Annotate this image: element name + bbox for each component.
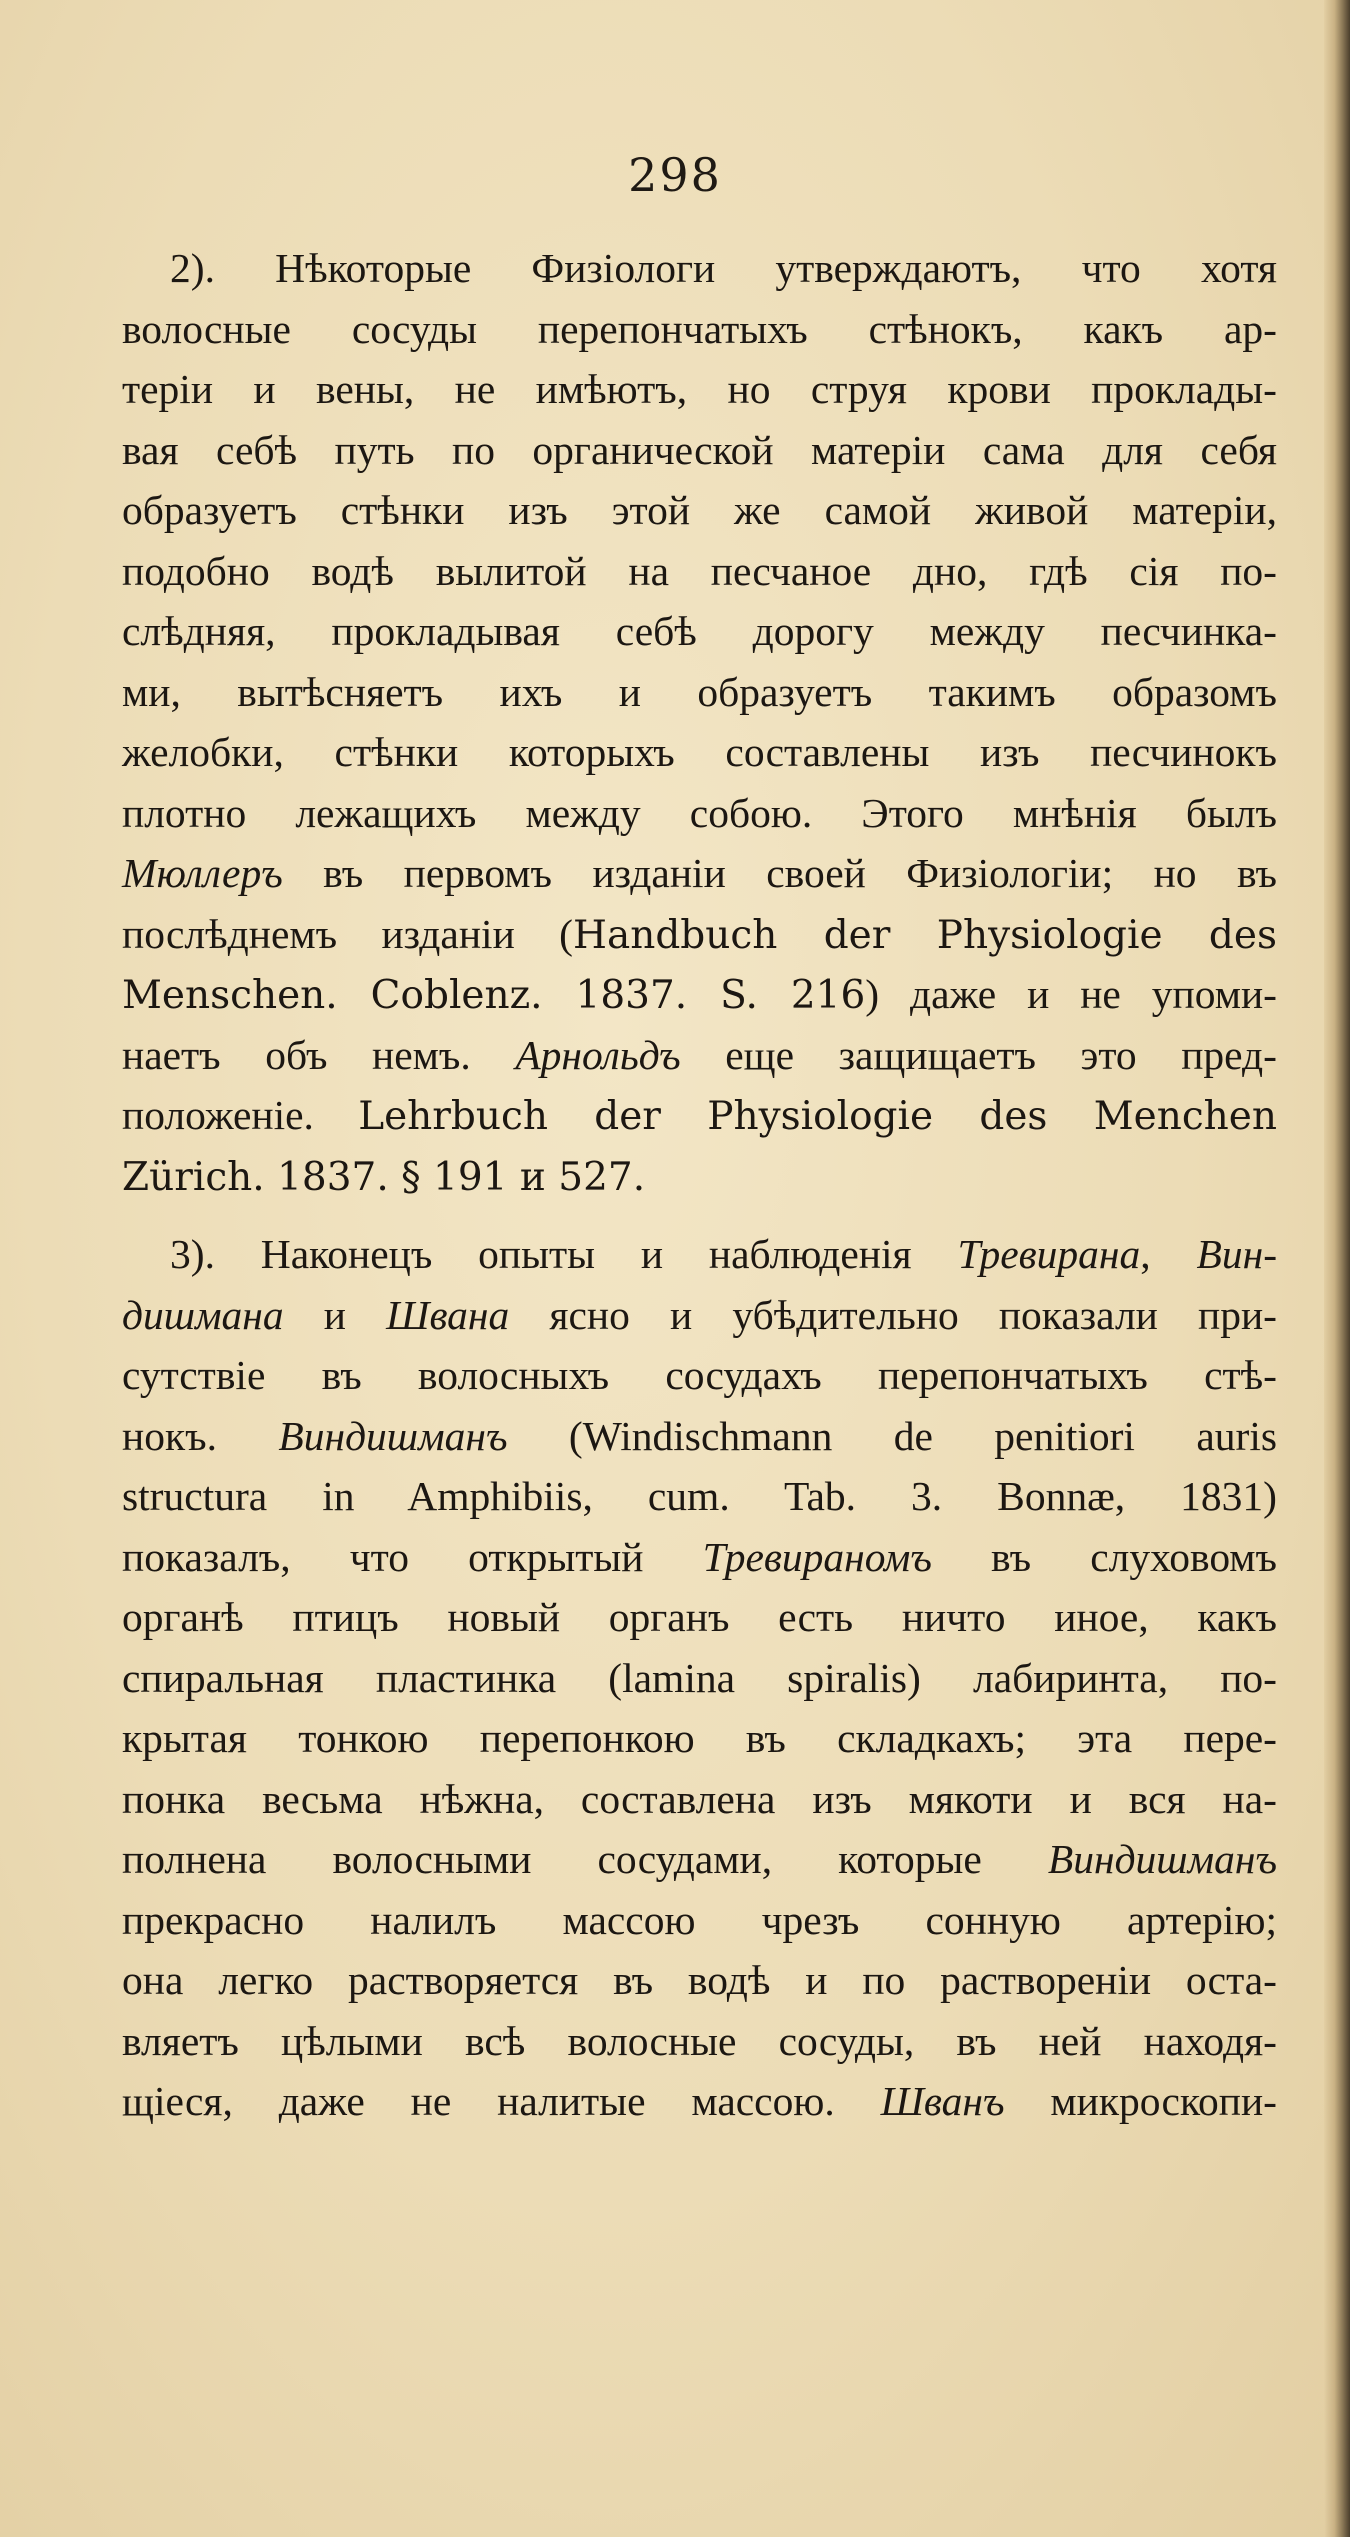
page-number: 298 — [628, 148, 722, 202]
text-line — [122, 1025, 1277, 1086]
text-segment: , — [1140, 1231, 1197, 1277]
paragraph-gap — [122, 1206, 1277, 1224]
text-line — [122, 1285, 1277, 1346]
text-line — [122, 238, 1277, 299]
text-segment: въ слуховомъ — [931, 1533, 1277, 1580]
italic-name: Арнольдъ — [515, 1031, 681, 1078]
text-segment: волосные сосуды перепончатыхъ стѣнокъ, какъ ар- — [122, 305, 1277, 352]
text-segment: ) даже и не упоми- — [865, 971, 1277, 1017]
text-segment: ми, вытѣсняетъ ихъ и образуетъ такимъ образомъ — [122, 668, 1277, 715]
text-line — [122, 904, 1277, 965]
page-edge-shadow — [1324, 0, 1350, 2537]
text-segment: спиральная пластинка (lamina spiralis) лабиринта, по- — [122, 1654, 1277, 1701]
text-segment: ясно и убѣдительно показали при- — [509, 1291, 1277, 1338]
latin-citation: Handbuch der Physiologie des — [572, 912, 1277, 958]
text-line — [122, 420, 1277, 481]
paragraph — [122, 238, 1277, 1206]
text-segment: микроскопи- — [1004, 2078, 1277, 2124]
text-segment: плотно лежащихъ между собою. Этого мнѣнiя былъ — [122, 789, 1277, 836]
latin-citation: Lehrbuch der Physiologie des Menchen — [358, 1094, 1277, 1139]
text-line — [122, 1085, 1277, 1146]
text-segment: прекрасно налилъ массою чрезъ сонную артерiю; — [122, 1896, 1277, 1943]
text-line — [122, 1890, 1277, 1951]
text-line — [122, 1587, 1277, 1648]
italic-name: Тревираномъ — [702, 1533, 932, 1580]
text-segment: 3). Наконецъ опыты и наблюденiя — [170, 1231, 958, 1277]
italic-name: Виндишманъ — [278, 1412, 508, 1459]
italic-name: Виндишманъ — [1047, 1836, 1277, 1882]
text-segment: послѣднемъ изданiи ( — [122, 910, 573, 957]
text-line — [122, 1224, 1277, 1285]
text-segment: полнена волосными сосудами, которые — [122, 1836, 1048, 1882]
text-line — [122, 964, 1277, 1025]
text-line — [122, 722, 1277, 783]
text-line — [122, 1769, 1277, 1830]
latin-citation: Zürich. 1837. § 191 и 527. — [122, 1154, 646, 1200]
text-segment: наетъ объ немъ. — [122, 1031, 516, 1078]
text-segment: вая себѣ путь по органической матерiи сама для себя — [122, 426, 1277, 473]
text-line — [122, 2071, 1277, 2132]
italic-name: дишмана — [122, 1291, 284, 1338]
italic-name: Швана — [386, 1291, 510, 1338]
text-line — [122, 783, 1277, 844]
italic-name: Тревирана — [957, 1231, 1141, 1277]
text-segment: щiеся, даже не налитые массою. — [122, 2078, 881, 2124]
text-line — [122, 359, 1277, 420]
text-line — [122, 541, 1277, 602]
text-segment: слѣдняя, прокладывая себѣ дорогу между песчинка- — [122, 608, 1277, 654]
text-segment: вляетъ цѣлыми всѣ волосные сосуды, въ ней находя- — [122, 2017, 1277, 2064]
text-segment: показалъ, что открытый — [122, 1533, 703, 1580]
text-line — [122, 662, 1277, 723]
text-segment: (Windischmann de penitiori auris — [507, 1412, 1277, 1459]
text-line — [122, 1829, 1277, 1890]
text-segment: structura in Amphibiis, cum. Tab. 3. Bonnæ, 1831) — [122, 1473, 1277, 1519]
text-line — [122, 1708, 1277, 1769]
italic-name: Вин- — [1196, 1231, 1278, 1277]
text-line — [122, 1466, 1277, 1527]
text-segment: въ первомъ изданiи своей Физiологiи; но въ — [282, 850, 1277, 896]
text-segment: еще защищаетъ это пред- — [680, 1031, 1277, 1078]
text-line — [122, 1648, 1277, 1709]
latin-citation: Menschen. Coblenz. 1837. S. 216 — [122, 973, 866, 1018]
text-line — [122, 1406, 1277, 1467]
italic-name: Мюллеръ — [122, 850, 283, 896]
text-segment: органѣ птицъ новый органъ есть ничто иное, какъ — [122, 1594, 1277, 1640]
text-line — [122, 480, 1277, 541]
paragraph — [122, 1224, 1277, 2132]
italic-name: Шванъ — [880, 2078, 1005, 2124]
text-segment: подобно водѣ вылитой на песчаное дно, гдѣ сiя по- — [122, 547, 1277, 594]
text-segment: понка весьма нѣжна, составлена изъ мякоти и вся на- — [122, 1775, 1277, 1822]
text-line — [122, 299, 1277, 360]
text-segment: 2). Нѣкоторые Физiологи утверждаютъ, что хотя — [170, 245, 1277, 291]
text-segment: желобки, стѣнки которыхъ составлены изъ песчинокъ — [122, 729, 1277, 775]
text-line — [122, 1146, 1277, 1207]
text-line — [122, 2011, 1277, 2072]
text-line — [122, 843, 1277, 904]
text-line — [122, 1345, 1277, 1406]
text-segment: образуетъ стѣнки изъ этой же самой живой матерiи, — [122, 487, 1277, 533]
text-segment: сутствiе въ волосныхъ сосудахъ перепончатыхъ стѣ- — [122, 1352, 1277, 1398]
text-line — [122, 1527, 1277, 1588]
text-segment: положенiе. — [122, 1092, 359, 1138]
text-line — [122, 1950, 1277, 2011]
text-segment: терiи и вены, не имѣютъ, но струя крови проклады- — [122, 366, 1277, 412]
text-segment: она легко растворяется въ водѣ и по растворенiи оста- — [122, 1957, 1277, 2003]
text-line — [122, 601, 1277, 662]
text-segment: нокъ. — [122, 1412, 279, 1459]
text-segment: и — [283, 1291, 387, 1338]
body-text — [122, 238, 1277, 2132]
text-segment: крытая тонкою перепонкою въ складкахъ; эта пере- — [122, 1715, 1277, 1761]
